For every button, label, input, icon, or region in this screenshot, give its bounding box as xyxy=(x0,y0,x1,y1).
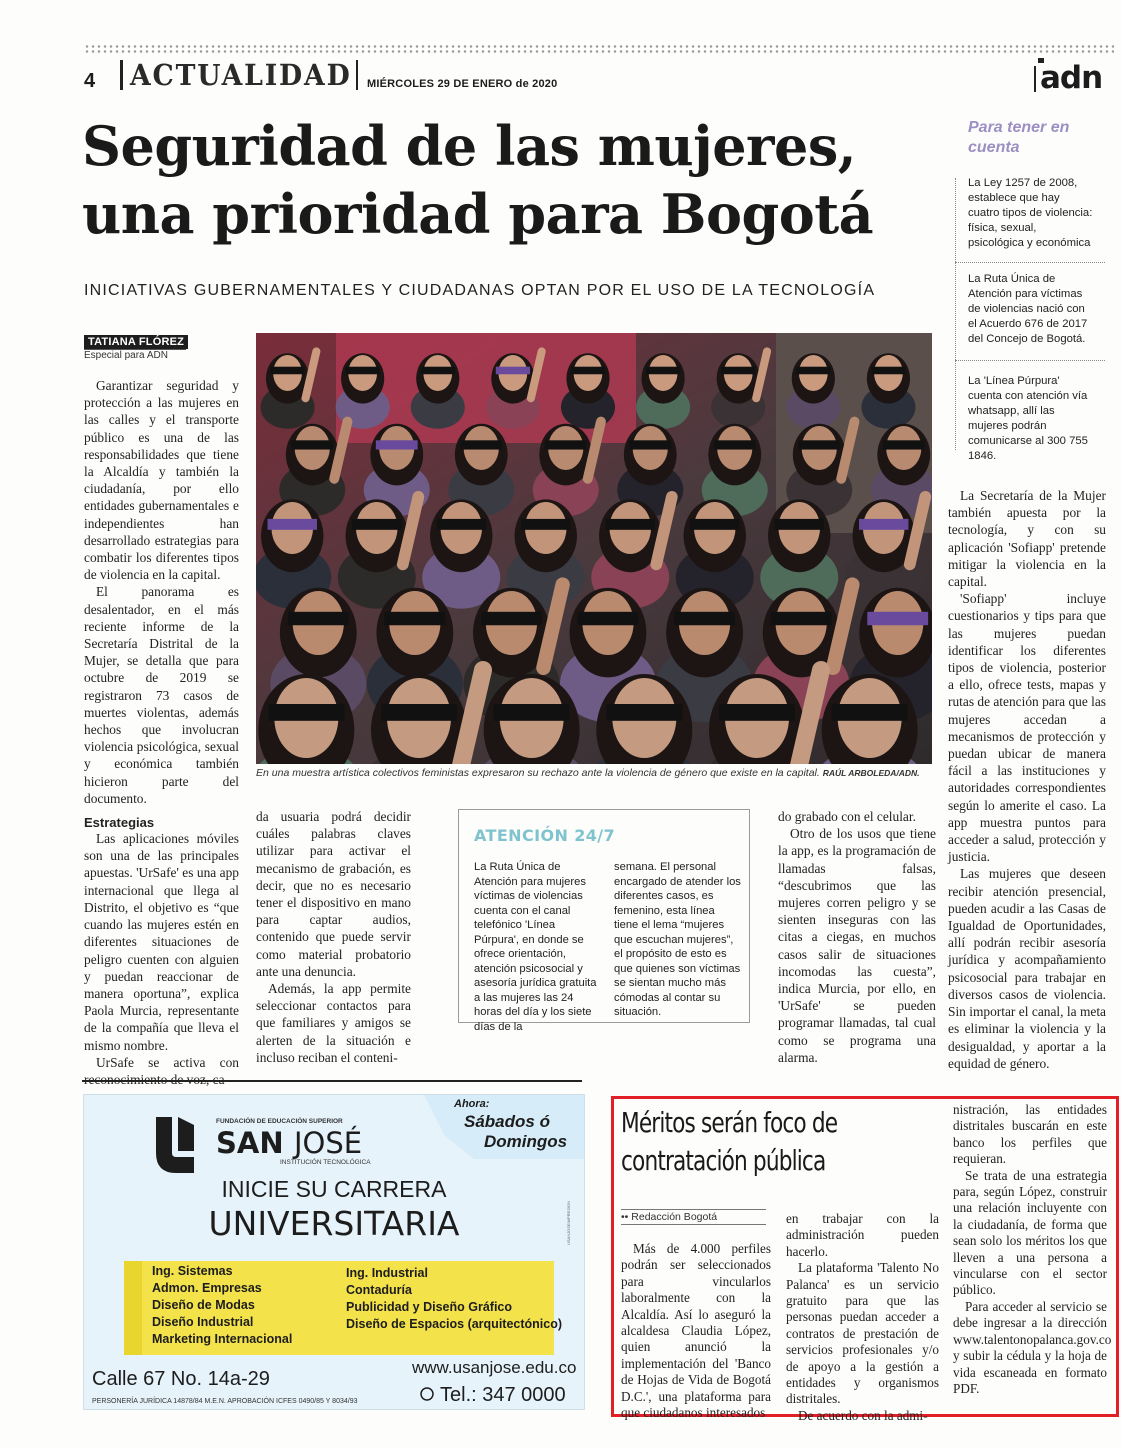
header-dotted-rule xyxy=(84,44,1114,54)
section-title: ACTUALIDAD xyxy=(130,58,352,92)
photo-blindfold xyxy=(629,440,671,449)
author-name: TATIANA FLÓREZ xyxy=(84,335,188,349)
photo-blindfold xyxy=(346,367,380,375)
photo-blindfold xyxy=(771,612,832,625)
ad-career-item: Diseño de Modas xyxy=(152,1298,255,1312)
meritos-column-2 xyxy=(786,1211,939,1424)
ad-universitaria: UNIVERSITARIA xyxy=(208,1204,460,1243)
meritos-column-3 xyxy=(953,1102,1112,1397)
photo-blindfold xyxy=(270,367,304,375)
meritos-byline-text: Redacción Bogotá xyxy=(631,1211,718,1223)
photo-blindfold xyxy=(606,704,682,721)
side-box-title xyxy=(968,118,1069,158)
side-box-title-line: cuenta xyxy=(968,139,1020,156)
ad-brand-jose: JOSÉ xyxy=(294,1126,363,1160)
ad-brand-sub: INSTITUCIÓN TECNOLÓGICA xyxy=(280,1159,371,1166)
paragraph: Se trata de una estrategia para, según López, construir una relación incluyente con la ciudadanía, de forma que sean solo los méritos los que lleven a una persona a vincularse con el sector público. xyxy=(953,1167,1107,1298)
paragraph: Garantizar seguridad y protección a las mujeres en las calles y el transporte público es una de las responsabilidades que tiene la Alcaldía y también la ciudadanía, por ello entidades gubernamentales e independientes han desarrollado estrategias para combatir los diferentes tipos de violencia en la capital. xyxy=(84,378,239,583)
side-box-divider xyxy=(955,262,1105,263)
san-jose-advertisement xyxy=(83,1094,585,1410)
paragraph: El panorama es desalentador, en el más reciente informe de la Secretaría Distrital de la Mujer, se detalla que para octubre de 2019 se registraron 73 casos de muertes violentas, además hechos que involucran violencia psicológica, sexual y económica también hicieron parte del documento. xyxy=(84,584,239,806)
side-box-divider xyxy=(955,360,1105,361)
section-divider xyxy=(356,60,358,90)
paragraph: Las aplicaciones móviles son una de las principales apuestas. 'UrSafe' es una app internacional que llega al Distrito, el objetivo es “que cuando las mujeres estén en diferentes situaciones de peligro cuenten con alguien y puedan reaccionar de manera oportuna”, explica Paola Murcia, representante de la compañía que lleva el mismo nombre. xyxy=(84,831,239,1053)
ad-legal: PERSONERÍA JURÍDICA 14878/84 M.E.N. APROBACIÓN ICFES 0490/85 Y 8034/93 xyxy=(92,1398,358,1405)
subheading-estrategias: Estrategias xyxy=(84,815,155,831)
protest-photo-image xyxy=(256,333,932,764)
photo-blindfold xyxy=(268,519,317,530)
photo-blindfold xyxy=(384,612,445,625)
photo-blindfold xyxy=(521,519,570,530)
paragraph: De acuerdo con la admi- xyxy=(798,1407,928,1423)
caption-text: En una muestra artística colectivos feministas expresaron su rechazo ante la violencia de género que existe en la capital. xyxy=(256,767,820,779)
ad-career-item: Diseño Industrial xyxy=(152,1315,254,1329)
article-column-1 xyxy=(84,377,239,1088)
photo-blindfold xyxy=(291,440,333,449)
photo-blindfold xyxy=(460,440,502,449)
headline xyxy=(82,112,942,248)
photo-blindfold xyxy=(775,519,824,530)
ad-web: www.usanjose.edu.co xyxy=(412,1358,577,1377)
ad-domingos: Domingos xyxy=(484,1132,568,1151)
ad-career-item: Diseño de Espacios (arquitectónico) xyxy=(346,1317,563,1331)
ad-career-item: Ing. Industrial xyxy=(346,1266,428,1280)
attention-box-title: ATENCIÓN 24/7 xyxy=(474,826,616,845)
photo-blindfold xyxy=(571,367,605,375)
byline-rule xyxy=(621,1224,766,1225)
photo-blindfold xyxy=(437,519,486,530)
side-box-item: La Ruta Única de Atención para víctimas de violencias nació con el Acuerdo 676 de 2017 del Concejo de Bogotá. xyxy=(968,273,1088,345)
photo-blindfold xyxy=(832,704,908,721)
ad-brand-san: SAN xyxy=(216,1126,284,1160)
photo-blindfold xyxy=(867,612,928,625)
article-column-4 xyxy=(778,808,936,1066)
side-box-title-line: Para tener en xyxy=(968,119,1070,136)
ad-artwork xyxy=(84,1095,584,1409)
photo-blindfold xyxy=(883,440,925,449)
byline-rule xyxy=(621,1209,766,1210)
photo-blindfold xyxy=(288,612,349,625)
meritos-headline xyxy=(621,1104,939,1180)
photo-blindfold xyxy=(496,367,530,375)
photo-blindfold xyxy=(494,704,570,721)
subheadline: INICIATIVAS GUBERNAMENTALES Y CIUDADANAS OPTAN POR EL USO DE LA TECNOLOGÍA xyxy=(84,282,876,299)
photo-blindfold xyxy=(268,704,344,721)
side-box-rule xyxy=(955,178,956,450)
section-divider xyxy=(120,60,123,90)
paragraph: 'Sofiapp' incluye cuestionarios y tips para que las mujeres puedan identificar los diferentes tipos de violencia, posterior a ello, ofrece tests, mapas y rutas de atención para que las mujeres accedan a mecanismos de protección y puedan ubicar de manera fácil a las instituciones y autoridades correspondientes según lo amerite el caso. La app muestra puntos para acceder a salud, protección y justicia. xyxy=(948,591,1107,865)
ad-inicie: INICIE SU CARRERA xyxy=(221,1176,447,1202)
side-box-item: La Ley 1257 de 2008, establece que hay cuatro tipos de violencia: física, sexual, psicológica y económica xyxy=(968,177,1093,249)
attention-box-column-1: La Ruta Única de Atención para mujeres víctimas de violencias cuenta con el canal telefónico 'Línea Púrpura', en donde se ofrece orientación, atención psicosocial y asesoría jurídica gratuita a las mujeres las 24 horas del día y los siete días de la xyxy=(474,861,597,1033)
meritos-byline xyxy=(621,1211,717,1223)
photo-blindfold xyxy=(690,519,739,530)
ad-career-item: Publicidad y Diseño Gráfico xyxy=(346,1300,513,1314)
dateline: MIÉRCOLES 29 DE ENERO de 2020 xyxy=(367,78,558,90)
photo-blindfold xyxy=(381,704,457,721)
ad-career-item: Admon. Empresas xyxy=(152,1281,262,1295)
paragraph: Para acceder al servicio se debe ingresar a la dirección www.talentonopalanca.gov.co y subir la cédula y la hoja de vida escaneada en formato PDF. xyxy=(953,1298,1112,1396)
ad-career-item: Marketing Internacional xyxy=(152,1332,293,1346)
photo-blindfold xyxy=(421,367,455,375)
photo-blindfold xyxy=(376,440,418,449)
photo-blindfold xyxy=(606,519,655,530)
photo-blindfold xyxy=(481,612,542,625)
article-column-2 xyxy=(256,808,411,1066)
byline-bullet-icon: •• xyxy=(621,1211,632,1223)
photo-blindfold xyxy=(871,367,905,375)
paragraph: en trabajar con la administración pueden hacerlo. xyxy=(786,1211,939,1259)
photo-blindfold xyxy=(719,704,795,721)
photo-blindfold xyxy=(646,367,680,375)
photo-blindfold xyxy=(714,440,756,449)
section-divider xyxy=(82,1080,582,1082)
paragraph: UrSafe se activa con xyxy=(96,1054,239,1070)
photo-blindfold xyxy=(796,367,830,375)
photo-blindfold xyxy=(352,519,401,530)
ad-side-code: USANJOSEIMPRESION xyxy=(566,1200,571,1245)
ad-address: Calle 67 No. 14a-29 xyxy=(92,1368,270,1390)
paragraph: nistración, las entidades distritales buscarán en este banco los perfiles que requieran. xyxy=(953,1102,1107,1167)
ad-tel: Tel.: 347 0000 xyxy=(440,1384,566,1406)
paragraph: Otro de los usos que tiene la app, es la programación de llamadas falsas, “descubrimos que las mujeres corren peligro y se sienten inseguras con las citas a ciegas, en muchos casos salir de situaciones incomodas las cuesta”, indica Murcia, por ello, en 'UrSafe' se pueden programar llamadas, tal cual como se programa una alarma. xyxy=(778,826,936,1065)
photo-blindfold xyxy=(674,612,735,625)
headline-line: una prioridad para Bogotá xyxy=(82,182,874,246)
meritos-headline-line: contratación pública xyxy=(621,1144,826,1177)
author-role: Especial para ADN xyxy=(84,350,168,361)
ad-career-item: Contaduría xyxy=(346,1283,412,1297)
photo-blindfold xyxy=(545,440,587,449)
paragraph: da usuaria podrá decidir cuáles palabras claves utilizar para activar el mecanismo de grabación, es decir, que no es necesario tener el dispositivo en mano para captar audios, contenido que puede servir como material probatorio ante una denuncia. xyxy=(256,809,411,979)
photo-blindfold xyxy=(859,519,908,530)
photo-credit: RAÚL ARBOLEDA/ADN. xyxy=(822,768,920,778)
paragraph: Las mujeres que deseen recibir atención presencial, pueden acudir a las Casas de Igualdad de Oportunidades, allí podrán recibir asesoría jurídica y acompañamiento psicosocial para trabajar en diversos casos de violencia. Sin importar el canal, la meta es eliminar la violencia y la desigualdad, y aportar a la equidad de género. xyxy=(948,866,1106,1071)
ad-ahora: Ahora: xyxy=(454,1098,490,1110)
side-box-item: La 'Línea Púrpura' cuenta con atención vía whatsapp, allí las mujeres podrán comunicarse al 300 755 1846. xyxy=(968,375,1088,462)
paragraph: do grabado con el celular. xyxy=(778,809,916,824)
meritos-headline-line: Méritos serán foco de xyxy=(621,1106,838,1139)
logo-divider xyxy=(1034,66,1036,92)
paragraph: Además, la app permite seleccionar contactos para que familiares y amigos se alerten de la situación e incluso reciban el conteni- xyxy=(256,981,411,1065)
meritos-column-1 xyxy=(621,1241,771,1421)
page-number: 4 xyxy=(84,70,96,92)
paragraph: La plataforma 'Talento No Palanca' es un servicio gratuito para que las personas puedan acceder a contratos de prestación de servicios profesionales y/o de apoyo a la gestión a entidades y organismos distritales. xyxy=(786,1260,939,1407)
photo-blindfold xyxy=(578,612,639,625)
protest-photo xyxy=(256,333,932,764)
attention-box-column-2: semana. El personal encargado de atender los diferentes casos, es femenino, esta línea tiene el lema “mujeres que escuchan mujeres”, el propósito de esto es que quienes son víctimas se sientan mucho más cómodas al contar su situación. xyxy=(614,861,741,1018)
adn-logo: adn xyxy=(1040,60,1103,96)
photo-blindfold xyxy=(721,367,755,375)
ad-sabados: Sábados ó xyxy=(464,1112,550,1131)
headline-line: Seguridad de las mujeres, xyxy=(82,114,857,178)
article-column-5 xyxy=(948,487,1106,1072)
paragraph: Más de 4.000 perfiles podrán ser seleccionados para vincularlos laboralmente con la Alcaldía. Así lo aseguró la alcaldesa Claudia López, quien anunció la implementación del 'Banco de Hojas de Vida de Bogotá D.C.', una plataforma para que ciudadanos interesados xyxy=(621,1241,771,1421)
photo-blindfold xyxy=(798,440,840,449)
ad-foundation: FUNDACIÓN DE EDUCACIÓN SUPERIOR xyxy=(216,1118,343,1125)
ad-career-item: Ing. Sistemas xyxy=(152,1264,233,1278)
photo-caption xyxy=(256,767,936,779)
paragraph: La Secretaría de la Mujer también apuesta por la tecnología, y con su aplicación 'Sofiapp' pretende mitigar la violencia en la capital. xyxy=(948,488,1106,590)
